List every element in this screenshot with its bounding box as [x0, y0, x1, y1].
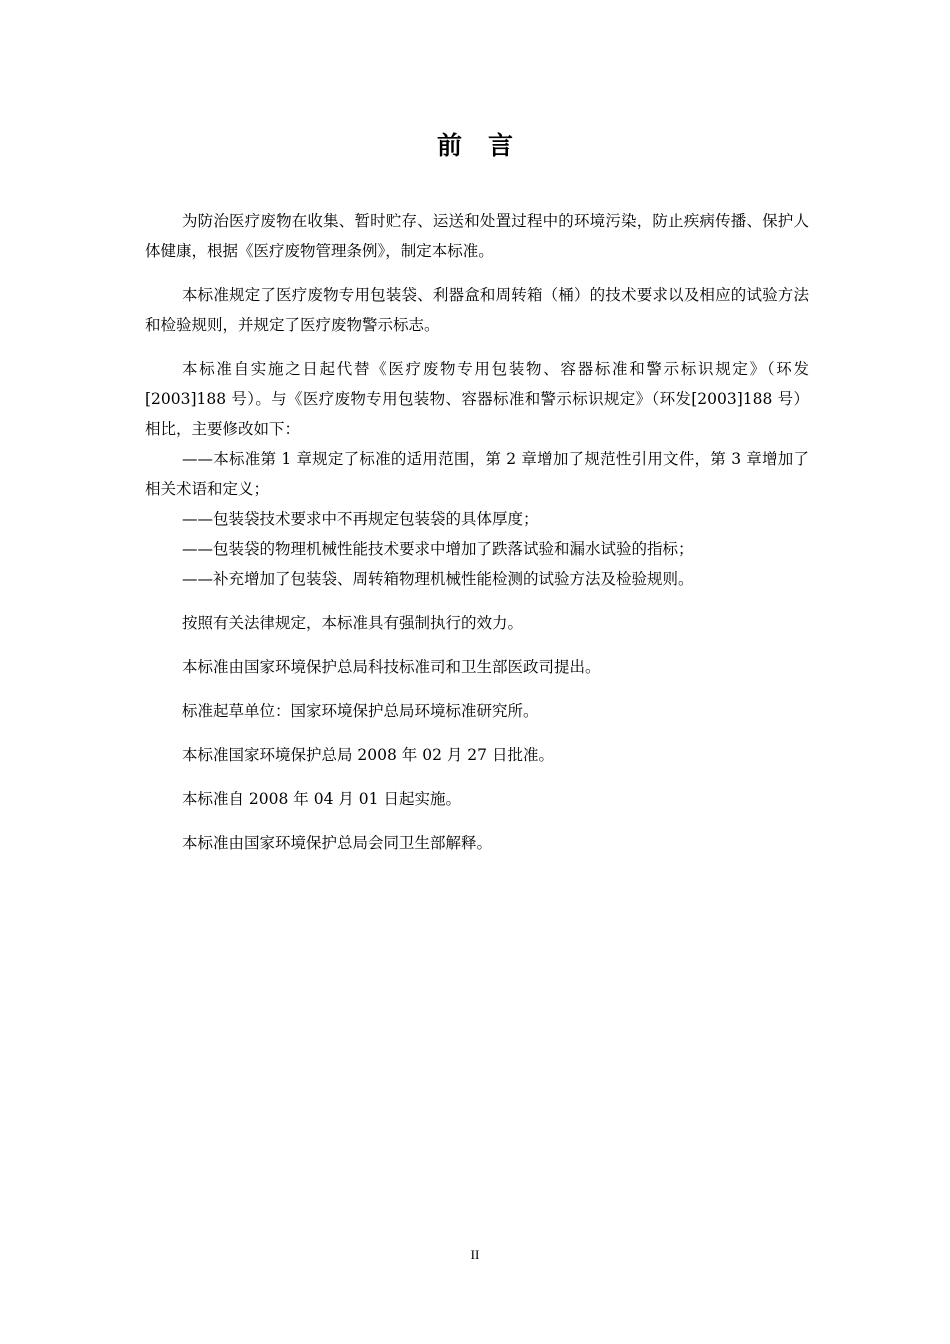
list-item-test-methods: ——补充增加了包装袋、周转箱物理机械性能检测的试验方法及检验规则。: [182, 570, 694, 588]
paragraph-drafting-unit: 标准起草单位：国家环境保护总局环境标准研究所。: [182, 702, 539, 720]
paragraph-effective-date: 本标准自 2008 年 04 月 01 日起实施。: [182, 790, 461, 808]
page-number: II: [470, 1247, 480, 1262]
paragraph-replacement: 本标准自实施之日起代替《医疗废物专用包装物、容器标准和警示标识规定》（环发[2003]188 号）。与《医疗废物专用包装物、容器标准和警示标识规定》（环发[2003]188 号）相比，主要修改如下：: [145, 360, 809, 438]
paragraph-purpose: 为防治医疗废物在收集、暂时贮存、运送和处置过程中的环境污染，防止疾病传播、保护人体健康，根据《医疗废物管理条例》，制定本标准。: [145, 212, 809, 260]
paragraph-proposer: 本标准由国家环境保护总局科技标准司和卫生部医政司提出。: [182, 658, 601, 676]
paragraph-approval-date: 本标准国家环境保护总局 2008 年 02 月 27 日批准。: [182, 746, 554, 764]
preface-body: [145, 206, 809, 858]
paragraph-interpretation: 本标准由国家环境保护总局会同卫生部解释。: [182, 834, 493, 852]
page-title: 前言: [436, 131, 539, 160]
paragraph-mandatory: 按照有关法律规定，本标准具有强制执行的效力。: [182, 614, 524, 632]
list-item-chapters: ——本标准第 1 章规定了标准的适用范围，第 2 章增加了规范性引用文件，第 3 章增加了相关术语和定义；: [145, 450, 809, 498]
paragraph-scope: 本标准规定了医疗废物专用包装袋、利器盒和周转箱（桶）的技术要求以及相应的试验方法和检验规则，并规定了医疗废物警示标志。: [145, 286, 809, 334]
list-item-thickness: ——包装袋技术要求中不再规定包装袋的具体厚度；: [182, 510, 539, 528]
list-item-drop-test: ——包装袋的物理机械性能技术要求中增加了跌落试验和漏水试验的指标；: [182, 540, 694, 558]
